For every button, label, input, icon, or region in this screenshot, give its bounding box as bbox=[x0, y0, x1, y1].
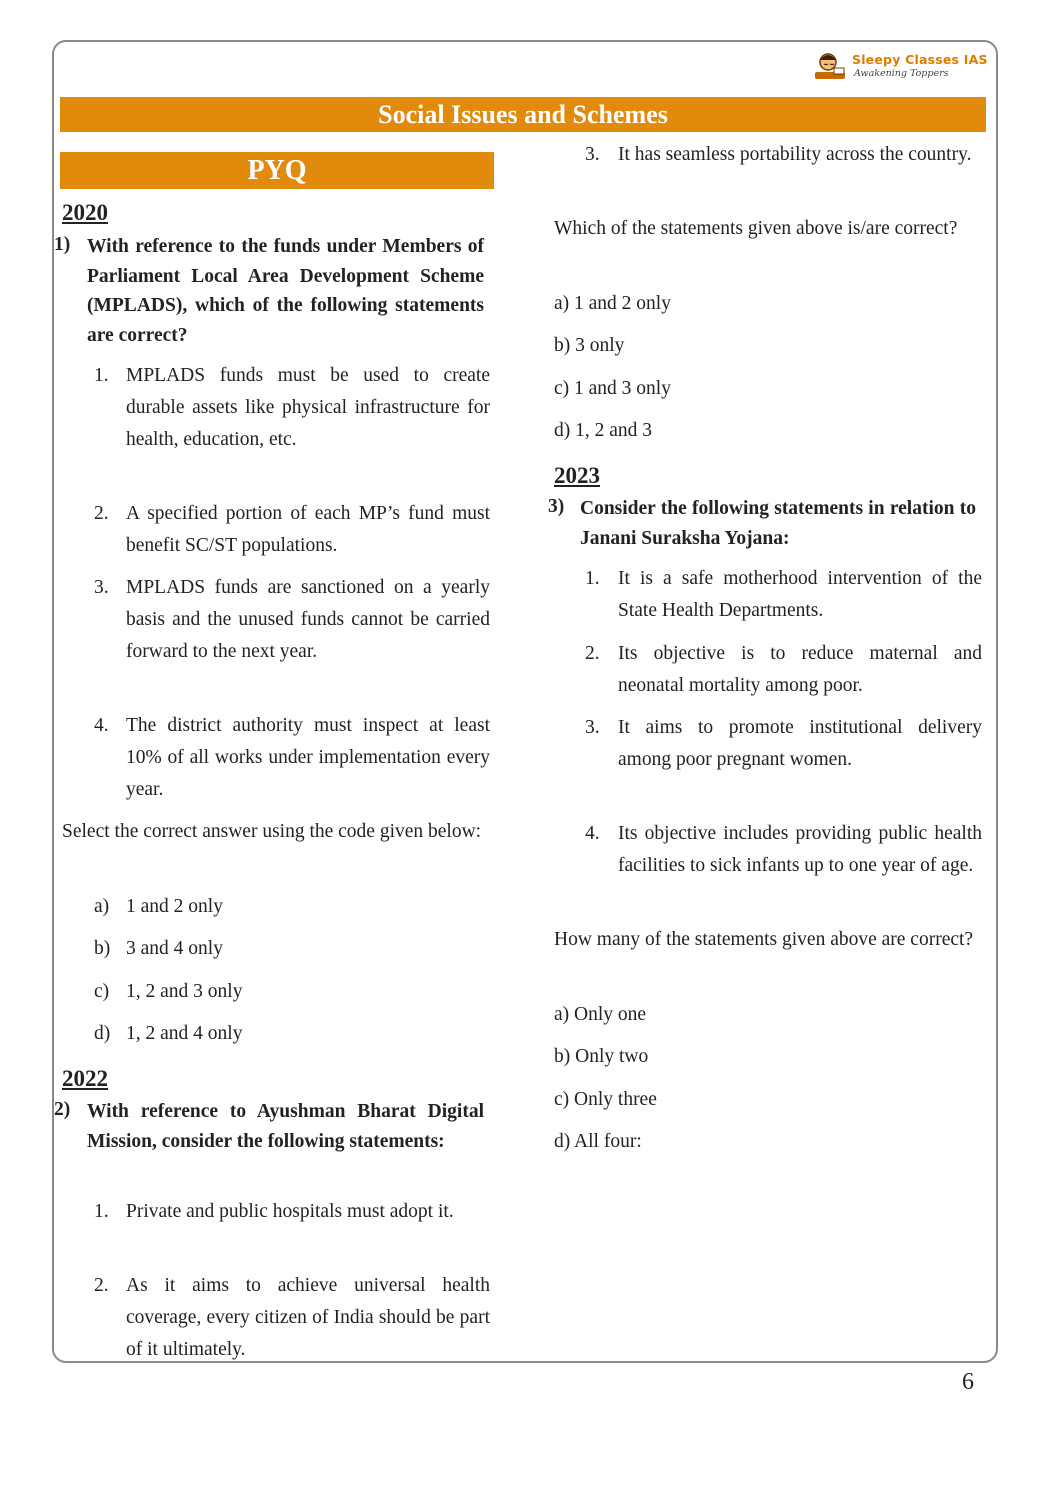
option-key: b) bbox=[94, 938, 111, 959]
statement-text: Its objective is to reduce maternal and neonatal mortality among poor. bbox=[618, 643, 982, 696]
option-text: b) Only two bbox=[554, 1046, 649, 1067]
option-text: d) All four: bbox=[554, 1131, 642, 1152]
brand-tagline: Awakening Toppers bbox=[854, 68, 949, 79]
statement-number: 3. bbox=[94, 577, 109, 598]
statement-number: 3. bbox=[585, 144, 600, 165]
statement-number: 2. bbox=[585, 643, 600, 664]
year-heading: 2023 bbox=[554, 463, 600, 488]
sleeping-student-icon bbox=[812, 48, 848, 84]
statement-text: Private and public hospitals must adopt it. bbox=[126, 1201, 454, 1222]
question-text: Consider the following statements in relation to Janani Suraksha Yojana: bbox=[580, 498, 976, 549]
option-text: c) 1 and 3 only bbox=[554, 378, 671, 399]
answer-prompt: How many of the statements given above are correct? bbox=[554, 929, 974, 950]
option-key: a) bbox=[94, 896, 110, 917]
option-text: a) Only one bbox=[554, 1004, 647, 1025]
statement-number: 4. bbox=[585, 823, 600, 844]
option-text: a) 1 and 2 only bbox=[554, 293, 671, 314]
option-text: c) Only three bbox=[554, 1089, 657, 1110]
option-text: 1 and 2 only bbox=[126, 896, 223, 917]
page-number: 6 bbox=[962, 1369, 974, 1395]
statement-number: 1. bbox=[94, 365, 109, 386]
statement-text: A specified portion of each MP’s fund must benefit SC/ST populations. bbox=[126, 503, 490, 556]
page-title: Social Issues and Schemes bbox=[60, 97, 986, 132]
statement-number: 1. bbox=[94, 1201, 109, 1222]
statement-text: As it aims to achieve universal health coverage, every citizen of India should be part of it ultimately. bbox=[126, 1275, 490, 1360]
question-number: 1) bbox=[54, 234, 71, 255]
question-number: 2) bbox=[54, 1099, 71, 1120]
statement-text: The district authority must inspect at least 10% of all works under implementation every year. bbox=[126, 715, 490, 800]
statement-text: It has seamless portability across the country. bbox=[618, 144, 972, 165]
statement-number: 3. bbox=[585, 717, 600, 738]
brand-name: Sleepy Classes IAS bbox=[852, 52, 988, 67]
question-text: With reference to the funds under Members of Parliament Local Area Development Scheme (MPLADS), which of the following statements are correct? bbox=[87, 236, 484, 346]
option-text: 3 and 4 only bbox=[126, 938, 223, 959]
option-text: d) 1, 2 and 3 bbox=[554, 420, 653, 441]
statement-number: 4. bbox=[94, 715, 109, 736]
option-key: c) bbox=[94, 981, 110, 1002]
option-text: b) 3 only bbox=[554, 335, 625, 356]
statement-text: MPLADS funds must be used to create durable assets like physical infrastructure for health, education, etc. bbox=[126, 365, 490, 450]
option-key: d) bbox=[94, 1023, 111, 1044]
statement-text: It aims to promote institutional delivery among poor pregnant women. bbox=[618, 717, 982, 770]
statement-number: 1. bbox=[585, 568, 600, 589]
statement-text: Its objective includes providing public health facilities to sick infants up to one year of age. bbox=[618, 823, 982, 876]
statement-text: MPLADS funds are sanctioned on a yearly basis and the unused funds cannot be carried forward to the next year. bbox=[126, 577, 490, 662]
answer-prompt: Select the correct answer using the code given below: bbox=[62, 821, 482, 842]
year-heading: 2020 bbox=[62, 200, 108, 225]
statement-text: It is a safe motherhood intervention of the State Health Departments. bbox=[618, 568, 982, 621]
section-heading: PYQ bbox=[60, 152, 494, 189]
option-text: 1, 2 and 4 only bbox=[126, 1023, 243, 1044]
brand-logo bbox=[812, 46, 1002, 86]
question-text: With reference to Ayushman Bharat Digital Mission, consider the following statements: bbox=[87, 1101, 484, 1152]
statement-number: 2. bbox=[94, 503, 109, 524]
option-text: 1, 2 and 3 only bbox=[126, 981, 243, 1002]
statement-number: 2. bbox=[94, 1275, 109, 1296]
year-heading: 2022 bbox=[62, 1066, 108, 1091]
answer-prompt: Which of the statements given above is/are correct? bbox=[554, 218, 958, 239]
question-number: 3) bbox=[548, 496, 565, 517]
